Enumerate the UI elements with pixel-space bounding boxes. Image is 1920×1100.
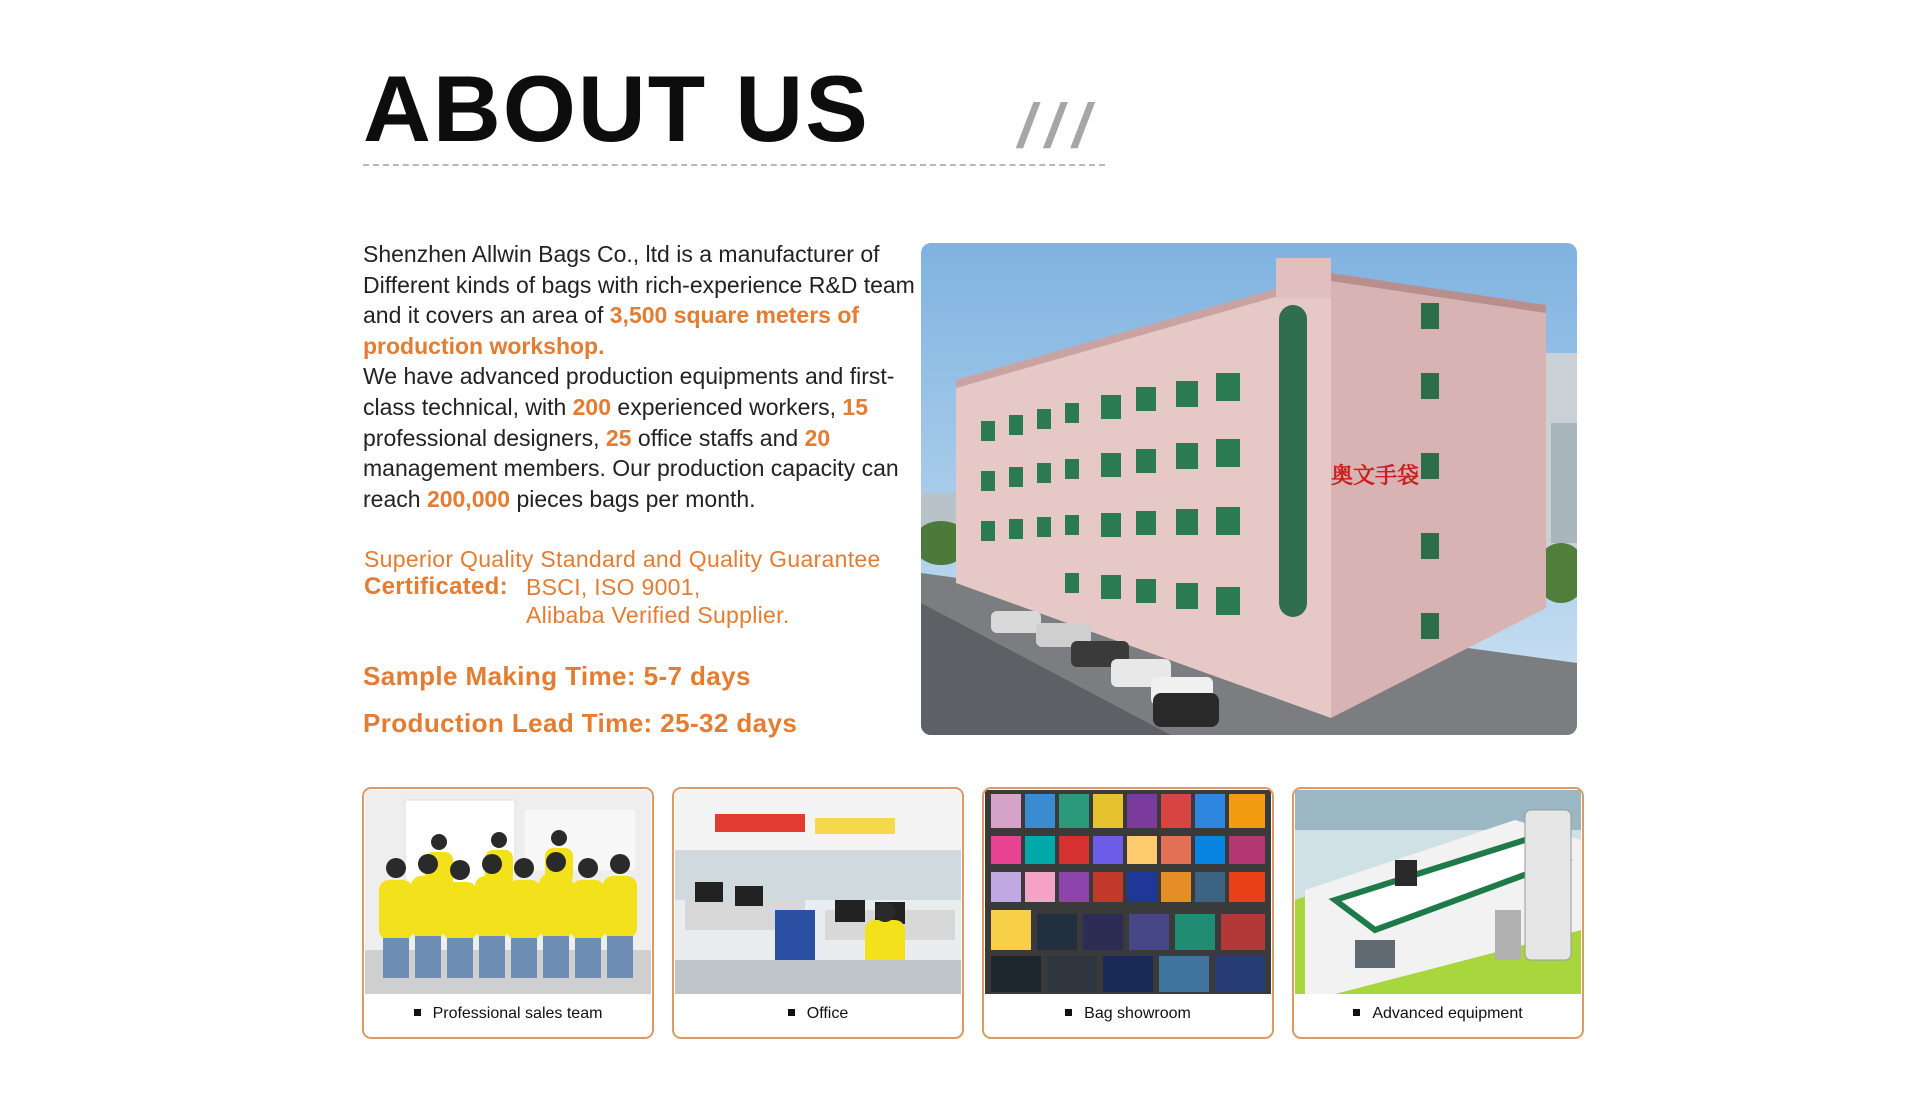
card-advanced-equipment (1292, 787, 1584, 1039)
bullet-icon (1065, 1009, 1072, 1016)
intro-text: pieces bags per month. (510, 485, 756, 512)
certification-line-2: Alibaba Verified Supplier. (526, 602, 790, 628)
intro-text: office staffs and (631, 424, 805, 451)
monthly-capacity: 200,000 (426, 485, 511, 512)
bullet-icon (414, 1009, 421, 1016)
quality-section (364, 545, 924, 629)
intro-text: Shenzhen Allwin Bags Co., ltd is a manufacturer of Different kinds of bags with rich-experience R&D team and it covers an area of (363, 241, 915, 329)
facility-gallery (362, 787, 1578, 1039)
title-divider (363, 164, 1105, 166)
office-photo (675, 790, 961, 994)
intro-text: professional designers, (363, 424, 606, 451)
card-bag-showroom (982, 787, 1274, 1039)
sample-making-time: Sample Making Time: 5-7 days (363, 661, 751, 691)
intro-text: experienced workers, (611, 393, 843, 420)
factory-building-photo (921, 243, 1577, 735)
caption-text: Bag showroom (1084, 1005, 1191, 1022)
factory-building-illustration (921, 243, 1577, 735)
office-staff-count: 25 (605, 424, 632, 451)
workshop-area-highlight: 3,500 square meters of production workshop. (363, 302, 860, 359)
bullet-icon (788, 1009, 795, 1016)
certification-line-1: BSCI, ISO 9001, (526, 574, 701, 600)
bag-showroom-photo (985, 790, 1271, 994)
intro-paragraph-2 (363, 361, 923, 514)
workers-count: 200 (572, 393, 612, 420)
card-caption (1294, 1003, 1582, 1025)
card-sales-team (362, 787, 654, 1039)
certification-row (364, 573, 924, 629)
intro-paragraph-1 (363, 239, 923, 361)
certification-label: Certificated: (364, 573, 508, 600)
intro-text: management members. Our production capacity can reach (363, 455, 899, 512)
intro-text: We have advanced production equipments and first-class technical, with (363, 363, 895, 420)
production-lead-time: Production Lead Time: 25-32 days (363, 708, 798, 738)
lead-times (363, 653, 797, 747)
caption-text: Office (806, 1005, 849, 1022)
designers-count: 15 (842, 393, 868, 420)
building-sign: 奥文手袋 (1331, 464, 1420, 489)
decorative-slashes: /// (1018, 92, 1100, 161)
caption-text: Advanced equipment (1372, 1005, 1523, 1022)
card-caption (984, 1003, 1272, 1025)
page-title: ABOUT US (363, 56, 870, 161)
company-intro (363, 239, 923, 514)
card-caption (674, 1003, 962, 1025)
management-count: 20 (804, 424, 831, 451)
bullet-icon (1353, 1009, 1360, 1016)
card-office (672, 787, 964, 1039)
equipment-photo (1295, 790, 1581, 994)
sales-team-photo (365, 790, 651, 994)
certification-values (526, 573, 790, 629)
caption-text: Professional sales team (432, 1005, 603, 1022)
quality-headline: Superior Quality Standard and Quality Guarantee (364, 546, 881, 572)
card-caption (364, 1003, 652, 1025)
